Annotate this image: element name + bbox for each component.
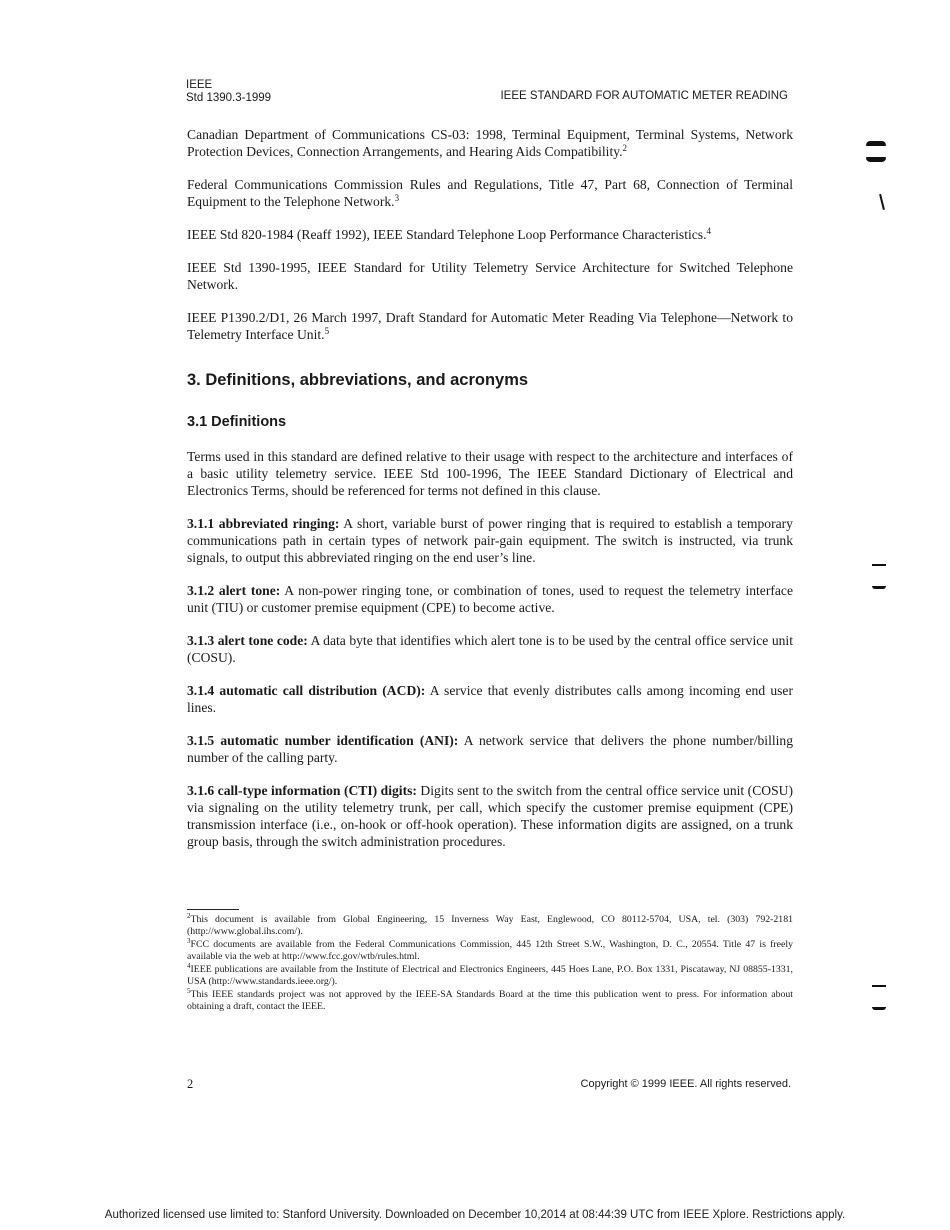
reference-entry <box>187 126 793 160</box>
footnote-marker[interactable]: 5 <box>324 326 330 336</box>
page-body <box>187 126 793 866</box>
definition-text: A non-power ringing tone, or combination of tones, used to request the telemetry interface unit (TIU) or customer premise equipment (CPE) to become active. <box>187 583 793 615</box>
definitions-intro: Terms used in this standard are defined relative to their usage with respect to the architecture and interfaces of a basic utility telemetry service. IEEE Std 100-1996, The IEEE Standard Dictionary of Electrical and Electronics Terms, should be referenced for terms not defined in this clause. <box>187 449 793 498</box>
definition-text: A data byte that identifies which alert tone is to be used by the central office service unit (COSU). <box>187 633 793 665</box>
definition-term: 3.1.3 alert tone code: <box>187 633 308 648</box>
scan-mark <box>872 564 886 566</box>
footnote-text: This document is available from Global Engineering, 15 Inverness Way East, Englewood, CO 80112-5704, USA, tel. (303) 792-2181 (http://www.global.ihs.com/). <box>187 914 793 937</box>
footnote-text: IEEE publications are available from the Institute of Electrical and Electronics Engineers, 445 Hoes Lane, P.O. Box 1331, Piscataway, NJ 08855-1331, USA (http://www.standards.ieee.org/). <box>187 964 793 987</box>
definition-entry <box>187 515 793 566</box>
footnote-number: 3 <box>187 937 191 945</box>
definition-entry <box>187 732 793 766</box>
copyright-notice: Copyright © 1999 IEEE. All rights reserved. <box>580 1078 791 1090</box>
scan-mark <box>872 985 886 987</box>
running-header-title: IEEE STANDARD FOR AUTOMATIC METER READING <box>500 90 788 102</box>
definition-term: 3.1.2 alert tone: <box>187 583 281 598</box>
header-publisher: IEEE <box>186 79 213 91</box>
reference-text: IEEE Std 1390-1995, IEEE Standard for Utility Telemetry Service Architecture for Switched Telephone Network. <box>187 260 793 292</box>
footnote-number: 4 <box>187 962 191 970</box>
authorization-notice: Authorized licensed use limited to: Stanford University. Downloaded on December 10,2014 at 08:44:39 UTC from IEEE Xplore. Restrictions apply. <box>104 1209 846 1221</box>
running-header-left <box>186 79 271 105</box>
reference-entry <box>187 259 793 293</box>
footnote <box>187 914 793 938</box>
reference-entry <box>187 309 793 343</box>
reference-text: IEEE P1390.2/D1, 26 March 1997, Draft Standard for Automatic Meter Reading Via Telephone—Network to Telemetry Interface Unit. <box>187 310 793 342</box>
footnote <box>187 989 793 1013</box>
definition-text: A network service that delivers the phone number/billing number of the calling party. <box>187 733 793 765</box>
footnote <box>187 964 793 988</box>
reference-text: Canadian Department of Communications CS-03: 1998, Terminal Equipment, Terminal Systems, Network Protection Devices, Connection Arrangements, and Hearing Aids Compatibility. <box>187 127 793 159</box>
footnote-marker[interactable]: 3 <box>394 193 400 203</box>
definition-term: 3.1.6 call-type information (CTI) digits: <box>187 783 417 798</box>
definition-text: Digits sent to the switch from the central office service unit (COSU) via signaling on the utility telemetry trunk, per call, which specify the customer premise equipment (CPE) transmission interface (i.e., on-hook or off-hook operation). These information digits are assigned, on a trunk group basis, through the switch administration procedures. <box>187 783 794 849</box>
definition-term: 3.1.4 automatic call distribution (ACD): <box>187 683 426 698</box>
footnote <box>187 939 793 963</box>
footnote-marker[interactable]: 2 <box>622 143 628 153</box>
definition-term: 3.1.1 abbreviated ringing: <box>187 516 340 531</box>
footnote-text: FCC documents are available from the Federal Communications Commission, 445 12th Street S.W., Washington, D. C., 20554. Title 47 is freely available via the web at http://www.fcc.gov/wtb/rules.html. <box>187 939 793 962</box>
reference-entry <box>187 176 793 210</box>
definition-entry <box>187 682 793 716</box>
header-standard-number: Std 1390.3-1999 <box>186 92 272 104</box>
definition-term: 3.1.5 automatic number identification (ANI): <box>187 733 459 748</box>
reference-entry <box>187 226 793 243</box>
scan-mark <box>879 194 884 210</box>
reference-text: IEEE Std 820-1984 (Reaff 1992), IEEE Standard Telephone Loop Performance Characteristics. <box>187 227 707 242</box>
scan-mark <box>866 141 886 146</box>
subsection-heading: 3.1 Definitions <box>187 414 287 430</box>
footnotes <box>187 914 793 1014</box>
footnote-marker[interactable]: 4 <box>706 226 711 236</box>
scan-mark <box>872 586 886 589</box>
reference-text: Federal Communications Commission Rules and Regulations, Title 47, Part 68, Connection of Terminal Equipment to the Telephone Network. <box>187 177 793 209</box>
definition-entry <box>187 632 793 666</box>
definition-entry <box>187 582 793 616</box>
scan-mark <box>872 1007 886 1010</box>
footnote-text: This IEEE standards project was not approved by the IEEE-SA Standards Board at the time this publication went to press. For information about obtaining a draft, contact the IEEE. <box>187 989 793 1012</box>
definition-text: A short, variable burst of power ringing that is required to establish a temporary communications path in certain types of network pair-gain equipment. The switch is instructed, via trunk signals, to output this abbreviated ringing on the end user’s line. <box>187 516 793 565</box>
section-heading: 3. Definitions, abbreviations, and acronyms <box>187 371 529 389</box>
definition-text: A service that evenly distributes calls among incoming end user lines. <box>187 683 793 715</box>
page-number: 2 <box>187 1077 194 1091</box>
footnote-number: 5 <box>187 987 191 995</box>
definition-entry <box>187 782 793 850</box>
footnote-number: 2 <box>187 912 191 920</box>
scan-mark <box>866 157 886 162</box>
footnote-divider <box>187 909 239 910</box>
